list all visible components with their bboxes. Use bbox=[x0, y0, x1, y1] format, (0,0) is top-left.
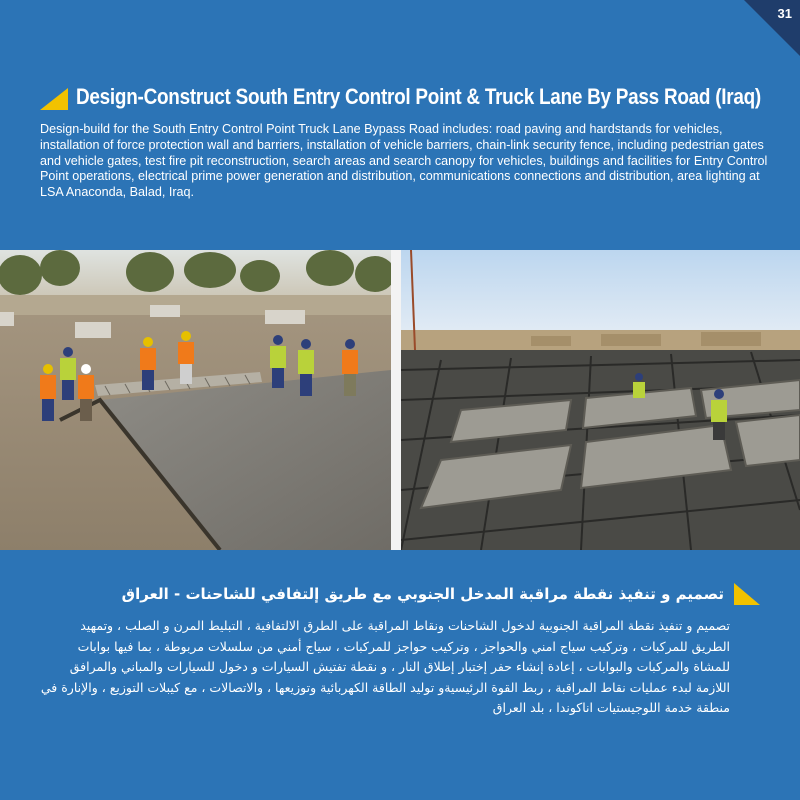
page-number: 31 bbox=[777, 6, 792, 21]
photo-paving-crew bbox=[0, 250, 391, 550]
arabic-description: تصميم و تنفيذ نقطة المراقبة الجنوبية لدخول الشاحنات ونقاط المراقبة على الطرق الالتفافية ، التبليط المرن و الصلب ، وتمهيد الطريق للمركبات ، وتركيب سياج امني والحواجز ، وتركيب حواجز للمركبات ، سياج أمني من سلسلات مربوطة ، بما فيها بوابات للمشاة والمركبات والبوابات ، إعادة إنشاء حفر إختبار إطلاق النار ، و نقطة تفتيش السيارات و دخول للسيارات والمباني والمرافق اللازمة لبدء عمليات نقاط المراقبة ، ربط القوة الرئيسيةو توليد الطاقة الكهربائية وتوزيعها ، والاتصالات ، مع كيبلات التوزيع ، والإنارة في منطقة خدمة اللوجيستيات اناكوندا ، بلد العراق bbox=[40, 618, 730, 715]
rebar-photo-illustration bbox=[401, 250, 800, 550]
yellow-triangle-icon bbox=[40, 88, 68, 110]
arabic-title: تصميم و تنفيذ نقطة مراقبة المدخل الجنوبي مع طريق إلتفافي للشاحنات - العراق bbox=[121, 585, 724, 603]
arabic-title-row bbox=[40, 580, 760, 608]
yellow-triangle-icon bbox=[734, 583, 760, 605]
photo-divider bbox=[391, 250, 401, 550]
paving-photo-illustration bbox=[0, 250, 391, 550]
page-title: Design-Construct South Entry Control Point & Truck Lane By Pass Road (Iraq) bbox=[76, 84, 761, 109]
project-description: Design-build for the South Entry Control Point Truck Lane Bypass Road includes: road paving and hardstands for vehicles, installation of force protection wall and barriers, installation of vehicle barriers, chain-link security fence, including pedestrian gates and vehicle gates, test fire pit reconstruction, search areas and search canopy for vehicles, buildings and facilities for Entry Control Point operations, electrical prime power generation and distribution, communications connections and distribution, area lighting at LSA Anaconda, Balad, Iraq. bbox=[40, 122, 768, 200]
photo-rebar-grid bbox=[401, 250, 800, 550]
title-row bbox=[40, 80, 770, 114]
